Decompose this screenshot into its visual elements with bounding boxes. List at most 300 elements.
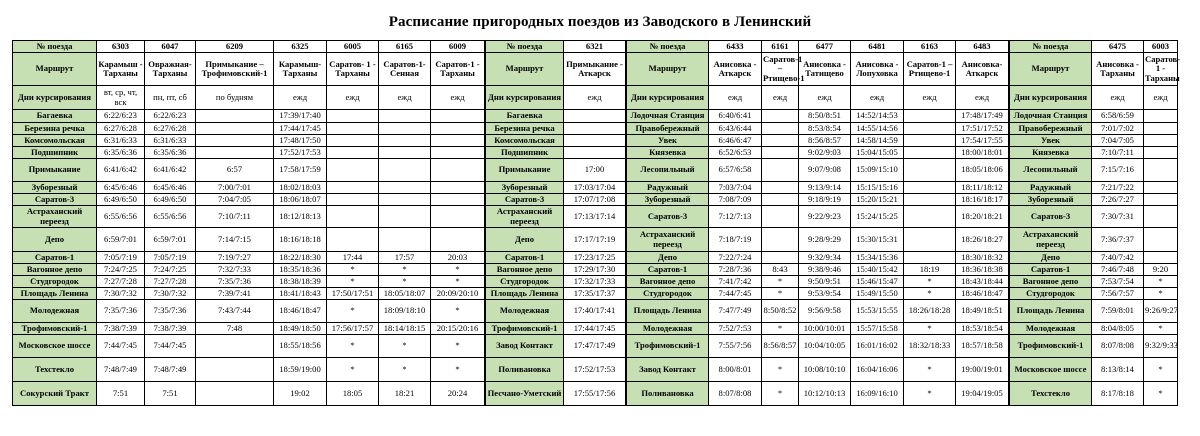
station-name: Багаевка	[13, 110, 97, 123]
table-row	[627, 228, 1009, 252]
station-name: Техстекло	[13, 358, 97, 382]
table-row	[13, 147, 485, 159]
time-cell: 7:35/7:36	[145, 300, 196, 323]
time-cell	[762, 123, 799, 135]
time-cell: 14:55/14:56	[851, 123, 904, 135]
station-name: Трофимовский-1	[627, 335, 709, 358]
time-cell: 18:16/18:17	[956, 194, 1009, 206]
station-name: Депо	[627, 252, 709, 264]
station-name: Молодежная	[486, 300, 564, 323]
train-number-label: № поезда	[627, 41, 709, 53]
time-cell: 6:27/6:28	[145, 123, 196, 135]
route-name: Карамыш- Тарханы	[274, 53, 327, 86]
time-cell: 17:44	[327, 252, 379, 264]
station-name: Саратов-3	[1010, 206, 1092, 228]
table-row	[627, 358, 1009, 382]
time-cell	[904, 110, 956, 123]
time-cell: 7:12/7:13	[709, 206, 762, 228]
time-cell: 17:52/17:53	[274, 147, 327, 159]
train-number: 6047	[145, 41, 196, 53]
time-cell: 17:40/17:41	[564, 300, 626, 323]
station-name: Астраханский переезд	[627, 228, 709, 252]
table-row	[627, 123, 1009, 135]
days-value: ежд	[1092, 86, 1144, 110]
route-name: Примыкание - Аткарск	[564, 53, 626, 86]
time-cell	[327, 110, 379, 123]
time-cell	[196, 123, 274, 135]
time-cell: *	[904, 276, 956, 288]
station-name: Правобережный	[627, 123, 709, 135]
time-cell: 17:52/17:53	[564, 358, 626, 382]
train-number: 6321	[564, 41, 626, 53]
days-value: пн, пт, сб	[145, 86, 196, 110]
table-row	[13, 194, 485, 206]
time-cell	[327, 123, 379, 135]
time-cell: 7:15/7:16	[1092, 159, 1144, 182]
time-cell: 17:48/17:50	[274, 135, 327, 147]
time-cell	[1144, 135, 1178, 147]
station-name: Астраханский переезд	[486, 206, 564, 228]
time-cell: 7:48/7:49	[145, 358, 196, 382]
table-row	[13, 358, 485, 382]
time-cell	[327, 206, 379, 228]
time-cell	[1144, 206, 1178, 228]
time-cell	[1144, 147, 1178, 159]
time-cell: 8:56/8:57	[799, 135, 851, 147]
time-cell: 8:50/8:51	[799, 110, 851, 123]
time-cell	[904, 123, 956, 135]
time-cell: 7:39/7:41	[196, 288, 274, 300]
route-name: Саратов-1 – Ртищево-1	[904, 53, 956, 86]
table-row	[13, 110, 485, 123]
time-cell: 6:31/6:33	[145, 135, 196, 147]
time-cell: 17:00	[564, 159, 626, 182]
time-cell	[904, 159, 956, 182]
time-cell: *	[1144, 323, 1178, 335]
time-cell: 17:55/17:56	[564, 382, 626, 406]
station-name: Московское шоссе	[13, 335, 97, 358]
time-cell: 7:04/7:05	[1092, 135, 1144, 147]
table-row	[13, 228, 485, 252]
time-cell: 14:52/14:53	[851, 110, 904, 123]
time-cell: 18:00/18:01	[956, 147, 1009, 159]
time-cell: 20:09/20:10	[431, 288, 485, 300]
time-cell: 15:57/15:58	[851, 323, 904, 335]
time-cell: 15:24/15:25	[851, 206, 904, 228]
table-row	[13, 323, 485, 335]
time-cell: 7:47/7:49	[709, 300, 762, 323]
time-cell: 8:17/8:18	[1092, 382, 1144, 406]
time-cell: 6:22/6:23	[97, 110, 145, 123]
time-cell	[762, 135, 799, 147]
time-cell: *	[431, 335, 485, 358]
time-cell: *	[762, 288, 799, 300]
station-name: Вагонное депо	[13, 264, 97, 276]
time-cell: *	[904, 288, 956, 300]
train-number: 6303	[97, 41, 145, 53]
time-cell: 6:57	[196, 159, 274, 182]
time-cell: 17:07/17:08	[564, 194, 626, 206]
time-cell	[762, 252, 799, 264]
time-cell: 7:10/7:11	[196, 206, 274, 228]
time-cell	[196, 147, 274, 159]
time-cell: 17:44/17:45	[274, 123, 327, 135]
table-row	[486, 206, 626, 228]
time-cell: 7:36/7:37	[1092, 228, 1144, 252]
time-cell: *	[762, 276, 799, 288]
time-cell	[431, 182, 485, 194]
time-cell: 7:55/7:56	[709, 335, 762, 358]
time-cell	[327, 159, 379, 182]
time-cell: 18:49/18:50	[274, 323, 327, 335]
time-cell: 18:09/18:10	[379, 300, 431, 323]
table-row	[627, 194, 1009, 206]
time-cell	[431, 228, 485, 252]
time-cell	[762, 159, 799, 182]
station-name: Правобережный	[1010, 123, 1092, 135]
route-name: Саратов- 1 - Тарханы	[327, 53, 379, 86]
station-name: Завод Контакт	[486, 335, 564, 358]
time-cell: 19:04/19:05	[956, 382, 1009, 406]
time-cell: 6:35/6:36	[97, 147, 145, 159]
time-cell: *	[904, 323, 956, 335]
table-row	[13, 159, 485, 182]
time-cell: 7:22/7:24	[709, 252, 762, 264]
station-name: Саратов-3	[13, 194, 97, 206]
station-name: Студгородок	[1010, 288, 1092, 300]
time-cell: 7:56/7:57	[1092, 288, 1144, 300]
table-row	[1010, 135, 1178, 147]
time-cell: 18:11/18:12	[956, 182, 1009, 194]
table-row	[486, 382, 626, 406]
time-cell: 20:24	[431, 382, 485, 406]
station-name: Депо	[13, 228, 97, 252]
station-name: Вагонное депо	[1010, 276, 1092, 288]
station-name: Астраханский переезд	[13, 206, 97, 228]
time-cell: 6:41/6:42	[97, 159, 145, 182]
page-title: Расписание пригородных поездов из Заводского в Ленинский	[388, 14, 812, 30]
station-name: Саратов-1	[627, 264, 709, 276]
days-value: ежд	[904, 86, 956, 110]
train-number-label: № поезда	[1010, 41, 1092, 53]
station-name: Площадь Ленина	[13, 288, 97, 300]
days-value: ежд	[327, 86, 379, 110]
station-name: Зуборезный	[1010, 194, 1092, 206]
time-cell: *	[327, 358, 379, 382]
time-cell: 8:43	[762, 264, 799, 276]
route-name: Карамыш - Тарханы	[97, 53, 145, 86]
time-cell: 6:46/6:47	[709, 135, 762, 147]
station-name: Лесопильный	[627, 159, 709, 182]
days-value: ежд	[799, 86, 851, 110]
time-cell: 17:54/17:55	[956, 135, 1009, 147]
time-cell	[327, 147, 379, 159]
station-name: Зуборезный	[13, 182, 97, 194]
time-cell: 7:05/7:19	[145, 252, 196, 264]
time-cell	[1144, 182, 1178, 194]
time-cell: 7:08/7:09	[709, 194, 762, 206]
time-cell: 17:32/17:33	[564, 276, 626, 288]
time-cell: 18:55/18:56	[274, 335, 327, 358]
time-cell: 17:39/17:40	[274, 110, 327, 123]
table-row	[13, 276, 485, 288]
station-name: Комсомольская	[486, 135, 564, 147]
route-name: Анисовка - Татищево	[799, 53, 851, 86]
days-value: ежд	[851, 86, 904, 110]
time-cell	[904, 206, 956, 228]
train-number: 6475	[1092, 41, 1144, 53]
time-cell: 6:41/6:42	[145, 159, 196, 182]
time-cell	[904, 194, 956, 206]
table-row	[627, 147, 1009, 159]
time-cell: 18:57/18:58	[956, 335, 1009, 358]
time-cell: 18:38/18:39	[274, 276, 327, 288]
station-name: Завод Контакт	[627, 358, 709, 382]
table-row	[1010, 264, 1178, 276]
table-row	[486, 194, 626, 206]
route-name: Саратов-1 - Тарханы	[431, 53, 485, 86]
time-cell: 10:12/10:13	[799, 382, 851, 406]
table-row	[627, 382, 1009, 406]
table-row	[486, 276, 626, 288]
station-name: Саратов-1	[486, 252, 564, 264]
time-cell: *	[431, 264, 485, 276]
time-cell	[379, 206, 431, 228]
time-cell: 9:26/9:27	[1144, 300, 1178, 323]
table-row	[627, 206, 1009, 228]
table-row	[1010, 147, 1178, 159]
time-cell: *	[904, 382, 956, 406]
table-row	[627, 264, 1009, 276]
time-cell: 15:15/15:16	[851, 182, 904, 194]
table-row	[486, 123, 626, 135]
time-cell: 6:55/6:56	[145, 206, 196, 228]
station-name: Студгородок	[627, 288, 709, 300]
route-name: Саратов-1- Сенная	[379, 53, 431, 86]
table-row	[13, 288, 485, 300]
time-cell	[762, 194, 799, 206]
train-number-row	[1010, 41, 1178, 53]
time-cell	[379, 135, 431, 147]
station-name: Саратов-1	[1010, 264, 1092, 276]
days-row	[13, 86, 485, 110]
time-cell: 10:04/10:05	[799, 335, 851, 358]
station-name: Зуборезный	[627, 194, 709, 206]
table-row	[13, 335, 485, 358]
time-cell: 7:19/7:27	[196, 252, 274, 264]
table-row	[486, 288, 626, 300]
time-cell	[904, 228, 956, 252]
time-cell: 16:04/16:06	[851, 358, 904, 382]
station-name: Увек	[627, 135, 709, 147]
time-cell: *	[379, 264, 431, 276]
station-name: Комсомольская	[13, 135, 97, 147]
time-cell: 9:56/9:58	[799, 300, 851, 323]
time-cell: 18:05	[327, 382, 379, 406]
table-row	[13, 252, 485, 264]
station-name: Площадь Ленина	[627, 300, 709, 323]
train-number-row	[486, 41, 626, 53]
station-name: Саратов-1	[13, 252, 97, 264]
time-cell: *	[762, 323, 799, 335]
time-cell	[379, 147, 431, 159]
time-cell: 7:53/7:54	[1092, 276, 1144, 288]
station-name: Поливановка	[627, 382, 709, 406]
time-cell	[564, 135, 626, 147]
station-name: Поливановка	[486, 358, 564, 382]
station-name: Площадь Ленина	[486, 288, 564, 300]
time-cell: 18:19	[904, 264, 956, 276]
route-label: Маршрут	[1010, 53, 1092, 86]
time-cell: 17:57	[379, 252, 431, 264]
station-name: Студгородок	[13, 276, 97, 288]
table-row	[1010, 382, 1178, 406]
station-name: Радужный	[1010, 182, 1092, 194]
station-name: Молодежная	[1010, 323, 1092, 335]
time-cell: *	[379, 358, 431, 382]
time-cell: 7:28/7:36	[709, 264, 762, 276]
time-cell: 7:48	[196, 323, 274, 335]
table-row	[627, 276, 1009, 288]
train-number: 6009	[431, 41, 485, 53]
time-cell: 7:26/7:27	[1092, 194, 1144, 206]
time-cell	[904, 252, 956, 264]
table-row	[1010, 194, 1178, 206]
time-cell: 17:35/17:37	[564, 288, 626, 300]
time-cell: 8:50/8:52	[762, 300, 799, 323]
table-row	[1010, 276, 1178, 288]
time-cell: *	[1144, 288, 1178, 300]
time-cell: 7:43/7:44	[196, 300, 274, 323]
time-cell	[762, 110, 799, 123]
station-name: Трофимовский-1	[1010, 335, 1092, 358]
time-cell: 17:47/17:49	[564, 335, 626, 358]
train-number-row	[13, 41, 485, 53]
time-cell: 7:38/7:39	[97, 323, 145, 335]
time-cell: 7:59/8:01	[1092, 300, 1144, 323]
table-row	[1010, 323, 1178, 335]
time-cell: 9:20	[1144, 264, 1178, 276]
time-cell: 15:49/15:50	[851, 288, 904, 300]
route-row	[627, 53, 1009, 86]
time-cell: 19:00/19:01	[956, 358, 1009, 382]
time-cell: 18:59/19:00	[274, 358, 327, 382]
time-cell: 17:03/17:04	[564, 182, 626, 194]
time-cell: 17:17/17:19	[564, 228, 626, 252]
time-cell: 17:13/17:14	[564, 206, 626, 228]
train-number: 6161	[762, 41, 799, 53]
time-cell: 18:20/18:21	[956, 206, 1009, 228]
route-row	[1010, 53, 1178, 86]
table-row	[627, 288, 1009, 300]
time-cell: 16:01/16:02	[851, 335, 904, 358]
time-cell	[431, 135, 485, 147]
route-name: Анисовка- Аткарск	[956, 53, 1009, 86]
station-name: Багаевка	[486, 110, 564, 123]
time-cell: 9:32/9:33	[1144, 335, 1178, 358]
table-row	[13, 206, 485, 228]
time-cell: 6:58/6:59	[1092, 110, 1144, 123]
table-row	[486, 147, 626, 159]
table-row	[1010, 252, 1178, 264]
time-cell: 15:20/15:21	[851, 194, 904, 206]
time-cell: 9:22/9:23	[799, 206, 851, 228]
time-cell: 7:44/7:45	[709, 288, 762, 300]
time-cell: 18:46/18:47	[956, 288, 1009, 300]
station-name: Радужный	[627, 182, 709, 194]
time-cell: 18:22/18:30	[274, 252, 327, 264]
time-cell	[379, 110, 431, 123]
time-cell: 15:46/15:47	[851, 276, 904, 288]
days-label: Дни курсирования	[627, 86, 709, 110]
time-cell: 7:38/7:39	[145, 323, 196, 335]
station-name: Лесопильный	[1010, 159, 1092, 182]
station-name: Студгородок	[486, 276, 564, 288]
table-row	[627, 182, 1009, 194]
train-number: 6005	[327, 41, 379, 53]
train-number: 6165	[379, 41, 431, 53]
days-label: Дни курсирования	[13, 86, 97, 110]
time-cell: *	[327, 264, 379, 276]
time-cell	[431, 110, 485, 123]
time-cell: 7:41/7:42	[709, 276, 762, 288]
time-cell: 7:05/7:19	[97, 252, 145, 264]
time-cell: 17:58/17:59	[274, 159, 327, 182]
station-name: Молодежная	[627, 323, 709, 335]
table-row	[486, 323, 626, 335]
time-cell: 15:30/15:31	[851, 228, 904, 252]
time-cell: 20:03	[431, 252, 485, 264]
train-number-label: № поезда	[486, 41, 564, 53]
time-cell: 18:49/18:51	[956, 300, 1009, 323]
time-cell	[196, 358, 274, 382]
station-name: Князевка	[1010, 147, 1092, 159]
station-name: Увек	[1010, 135, 1092, 147]
station-name: Березина речка	[13, 123, 97, 135]
station-name: Площадь Ленина	[1010, 300, 1092, 323]
schedule-block	[12, 40, 485, 406]
time-cell	[431, 147, 485, 159]
table-row	[1010, 335, 1178, 358]
time-cell: 6:43/6:44	[709, 123, 762, 135]
time-cell: 15:04/15:05	[851, 147, 904, 159]
time-cell: 18:30/18:32	[956, 252, 1009, 264]
time-cell	[431, 206, 485, 228]
time-cell	[762, 206, 799, 228]
table-row	[627, 323, 1009, 335]
time-cell: 7:24/7:25	[97, 264, 145, 276]
time-cell: 15:53/15:55	[851, 300, 904, 323]
route-label: Маршрут	[627, 53, 709, 86]
station-name: Примыкание	[13, 159, 97, 182]
time-cell: *	[762, 382, 799, 406]
time-cell	[904, 182, 956, 194]
days-value: ежд	[274, 86, 327, 110]
table-row	[486, 335, 626, 358]
time-cell: *	[1144, 358, 1178, 382]
time-cell: 8:13/8:14	[1092, 358, 1144, 382]
route-label: Маршрут	[486, 53, 564, 86]
time-cell	[762, 228, 799, 252]
time-cell: *	[1144, 276, 1178, 288]
time-cell: 18:41/18:43	[274, 288, 327, 300]
station-name: Саратов-3	[486, 194, 564, 206]
time-cell: *	[379, 335, 431, 358]
table-row	[627, 135, 1009, 147]
time-cell: 7:48/7:49	[97, 358, 145, 382]
time-cell: 9:18/9:19	[799, 194, 851, 206]
time-cell: 6:40/6:41	[709, 110, 762, 123]
